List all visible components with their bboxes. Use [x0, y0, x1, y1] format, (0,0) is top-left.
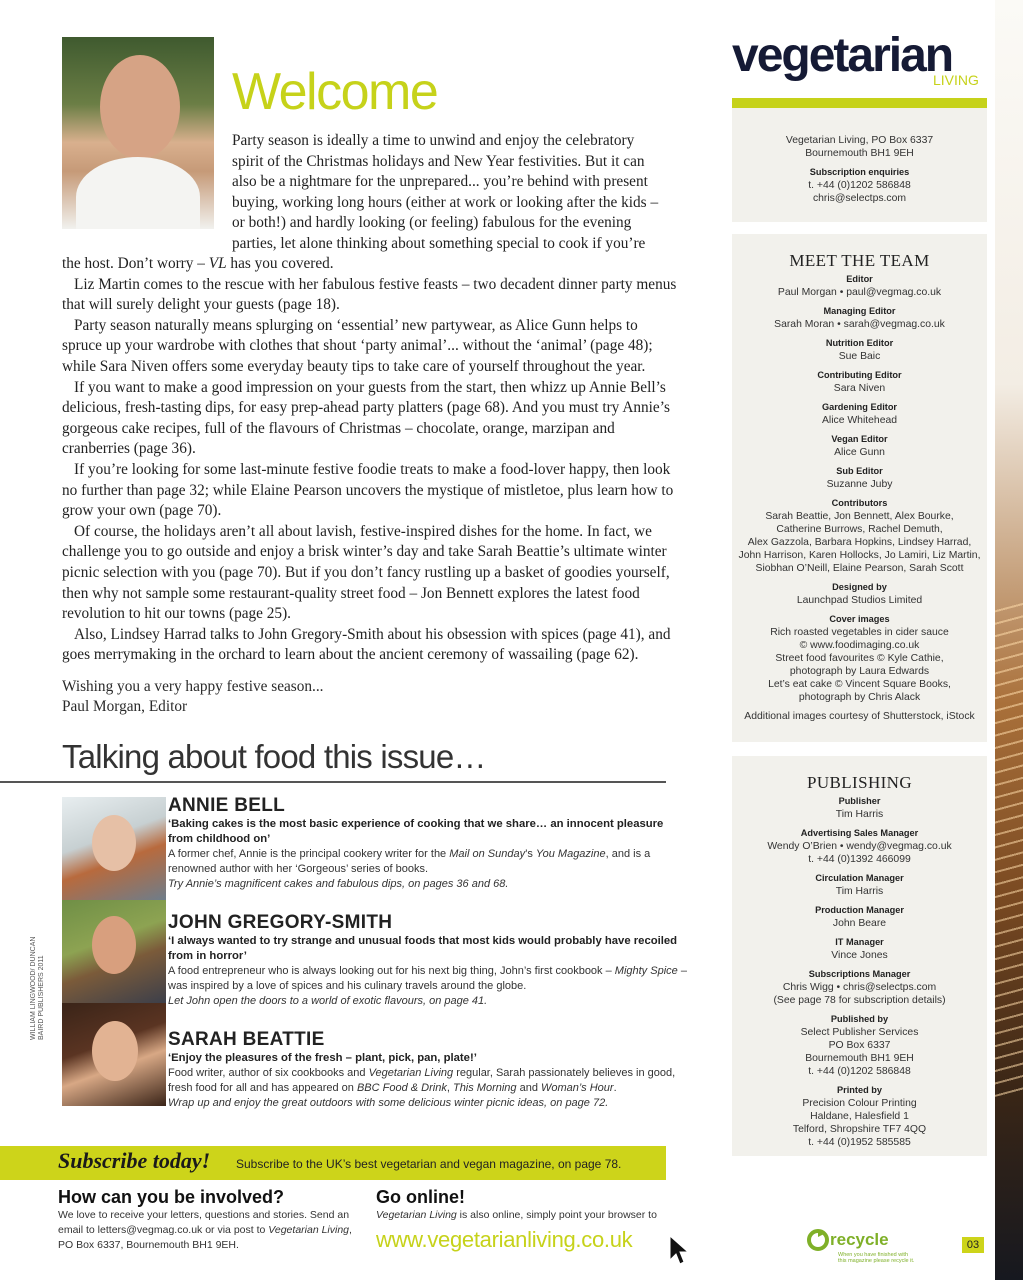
online-run: is also online, simply point your browser to	[456, 1209, 657, 1221]
role-label: Published by	[830, 1014, 889, 1024]
body-text-run: has you covered.	[226, 255, 334, 272]
body-paragraph-0	[62, 254, 678, 275]
magazine-logo: vegetarian	[732, 29, 953, 82]
recycle-logo	[806, 1228, 914, 1264]
bio-run: A former chef, Annie is the principal cookery writer for the	[168, 848, 450, 860]
bio-run: Mail on Sunday	[449, 848, 526, 860]
role-value: Precision Colour Printing	[802, 1098, 917, 1109]
contributor-bio	[168, 964, 688, 994]
john-gregory-smith-photo	[62, 900, 166, 1003]
sarah-beattie-photo	[62, 1003, 166, 1106]
role-value: Chris Wigg • chris@selectps.com	[782, 982, 937, 993]
contributor-quote: ‘Baking cakes is the most basic experience of cooking that we share… an innocent pleasure from childhood on’	[168, 818, 664, 845]
role-label: Sub Editor	[836, 466, 883, 476]
role-value: Alice Whitehead	[821, 415, 898, 426]
bio-run: – was inspired by a love of spices and his culinary travels around the globe.	[168, 965, 687, 992]
role-label: Publisher	[838, 796, 881, 806]
recycle-word: recycle	[830, 1230, 889, 1249]
contributor-plug: Let John open the doors to a world of exotic flavours, on page 41.	[168, 995, 488, 1007]
role-value: Telford, Shropshire TF7 4QQ	[792, 1124, 927, 1135]
role-value: (See page 78 for subscription details)	[773, 995, 946, 1006]
role-value: © www.foodimaging.co.uk	[799, 640, 920, 651]
body-paragraph-3: If you want to make a good impression on your guests from the start, then whizz up Annie Bell’s delicious, fresh-tasting dips, for easy prep-ahead party platters (page 68). And you must try Annie’s gorgeous cake recipes, full of the flavours of Christmas – chocolate, orange, marzipan and cranberries (page 36).	[62, 378, 670, 458]
team-panel	[732, 234, 987, 742]
role-value: John Harrison, Karen Hollocks, Jo Lamiri, Liz Martin,	[738, 550, 981, 561]
role-label: Editor	[846, 274, 873, 284]
bio-run: This Morning	[452, 1082, 517, 1094]
bio-run: You Magazine	[535, 848, 606, 860]
role-value: Siobhan O’Neill, Elaine Pearson, Sarah Scott	[755, 563, 964, 574]
contributor-bio	[168, 1066, 688, 1096]
bio-run: A food entrepreneur who is always looking out for his next big thing, John’s first cookbook –	[168, 965, 615, 977]
photo-credit: WILLIAM LINGWOOD/ DUNCAN BAIRD PUBLISHERS 2011	[30, 936, 45, 1040]
page-edge-texture	[995, 600, 1023, 1100]
role-value: Tim Harris	[835, 809, 884, 820]
page-number: 03	[962, 1237, 984, 1253]
recycle-icon	[806, 1228, 830, 1252]
bio-run: Woman’s Hour	[541, 1082, 614, 1094]
role-value: Haldane, Halesfield 1	[810, 1111, 909, 1122]
subscription-email: chris@selectps.com	[812, 193, 907, 204]
logo-underline	[732, 98, 987, 108]
role-value: Tim Harris	[835, 886, 884, 897]
contributor-sarah-beattie	[168, 1029, 688, 1111]
role-label: Advertising Sales Manager	[800, 828, 919, 838]
role-label: Contributors	[831, 498, 888, 508]
contributor-bio	[168, 847, 688, 877]
subscribe-text: Subscribe to the UK’s best vegetarian and vegan magazine, on page 78.	[236, 1157, 622, 1171]
role-value: Street food favourites © Kyle Cathie,	[775, 653, 944, 664]
website-link[interactable]: www.vegetarianliving.co.uk	[376, 1227, 633, 1252]
role-value: Alex Gazzola, Barbara Hopkins, Lindsey Harrad,	[747, 537, 972, 548]
online-text	[376, 1208, 676, 1223]
vl-abbrev: VL	[208, 255, 227, 272]
signoff-name: Paul Morgan, Editor	[62, 698, 188, 715]
team-heading: MEET THE TEAM	[789, 251, 930, 270]
role-label: Gardening Editor	[821, 402, 898, 412]
role-value: John Beare	[832, 918, 887, 929]
body-text-run: the host. Don’t worry –	[62, 255, 209, 272]
address-line-1: Vegetarian Living, PO Box 6337	[785, 135, 934, 146]
bio-run: ’s	[525, 848, 536, 860]
role-value: t. +44 (0)1392 466099	[808, 854, 911, 865]
bio-run: ,	[446, 1082, 453, 1094]
role-label: Nutrition Editor	[825, 338, 894, 348]
additional-images: Additional images courtesy of Shutterstock, iStock	[744, 711, 975, 722]
role-label: Circulation Manager	[815, 873, 904, 883]
bio-run: Vegetarian Living	[368, 1067, 454, 1079]
role-label: Printed by	[837, 1085, 882, 1095]
role-value: Catherine Burrows, Rachel Demuth,	[776, 524, 943, 535]
intro-paragraph: Party season is ideally a time to unwind and enjoy the celebratory spirit of the Christmas holidays and New Year festivities. But it can also be a nightmare for the unprepared... you’re behind with present buying, working long hours (either at work or looking after the kids – or both!) and hardly looking (or feeling) fabulous for the evening parties, let alone thinking about something special to cook if you’re	[232, 132, 659, 252]
bio-run: Food writer, author of six cookbooks and	[168, 1067, 369, 1079]
welcome-title: Welcome	[232, 63, 438, 121]
contributor-name: SARAH BEATTIE	[168, 1029, 325, 1050]
cursor-arrow-icon	[668, 1234, 692, 1266]
body-paragraph-2: Party season naturally means splurging on ‘essential’ new partywear, as Alice Gunn helps to spruce up your wardrobe with clothes that shout ‘party animal’... without the ‘animal’ (page 48); while Sara Niven offers some everyday beauty tips to take care of yourself throughout the year.	[62, 316, 653, 375]
body-paragraph-4: If you’re looking for some last-minute festive foodie treats to make a food-lover happy, then look no further than page 32; while Elaine Pearson uncovers the mystique of mistletoe, plus learn how to grow your own (page 70).	[62, 460, 674, 520]
signoff-wish: Wishing you a very happy festive season...	[62, 678, 324, 695]
role-value: Sara Niven	[833, 383, 886, 394]
role-value: Select Publisher Services	[800, 1027, 919, 1038]
role-value: Sarah Moran • sarah@vegmag.co.uk	[774, 319, 945, 330]
role-label: IT Manager	[835, 937, 884, 947]
publishing-panel	[732, 756, 987, 1156]
body-paragraph-5: Of course, the holidays aren’t all about lavish, festive-inspired dishes for the home. In fact, we challenge you to go outside and enjoy a brisk winter’s day and take Sarah Beattie’s ultimate winter picnic selection with you (page 70). But if you don’t fancy rustling up a basket of goodies yourself, then why not sample some restaurant-quality street food – Jon Bennett explores the latest food revolution to hit our towns (page 25).	[62, 522, 670, 623]
role-value: photograph by Chris Alack	[798, 692, 921, 703]
role-label: Production Manager	[815, 905, 904, 915]
recycle-note-2: this magazine please recycle it.	[838, 1258, 915, 1264]
role-value: Bournemouth BH1 9EH	[805, 1053, 914, 1064]
role-value: Rich roasted vegetables in cider sauce	[770, 627, 949, 638]
role-value: PO Box 6337	[828, 1040, 891, 1051]
masthead-address-panel	[732, 108, 987, 222]
signoff	[62, 677, 662, 717]
contributor-john-gregory-smith	[168, 912, 688, 1009]
involved-run: We love to receive your letters, questions and stories. Send an email to letters@vegmag.co.uk or via post to	[58, 1209, 350, 1236]
annie-bell-photo	[62, 797, 166, 900]
contributor-name: JOHN GREGORY-SMITH	[168, 912, 393, 933]
contributor-plug: Wrap up and enjoy the great outdoors with some delicious winter picnic ideas, on page 72.	[168, 1097, 609, 1109]
contributor-annie-bell	[168, 795, 688, 892]
body-paragraph-1: Liz Martin comes to the rescue with her fabulous festive feasts – two decadent dinner party menus that will surely delight your guests (page 18).	[62, 275, 677, 314]
subscription-phone: t. +44 (0)1202 586848	[808, 180, 911, 191]
role-label: Designed by	[832, 582, 887, 592]
welcome-body	[62, 254, 678, 666]
publishing-heading: PUBLISHING	[806, 773, 913, 792]
contributor-quote: ‘I always wanted to try strange and unusual foods that most kids would probably have recoiled from in horror’	[168, 935, 678, 962]
body-paragraph-6: Also, Lindsey Harrad talks to John Gregory-Smith about his obsession with spices (page 41), and goes merrymaking in the orchard to learn about the ancient ceremony of wassailing (page 62).	[62, 625, 671, 664]
role-value: Paul Morgan • paul@vegmag.co.uk	[777, 287, 942, 298]
online-run: Vegetarian Living	[376, 1209, 457, 1221]
magazine-logo-sub: LIVING	[933, 72, 979, 88]
role-label: Contributing Editor	[817, 370, 902, 380]
role-value: Launchpad Studios Limited	[796, 595, 923, 606]
talking-divider	[0, 781, 666, 783]
bio-run: BBC Food & Drink	[356, 1082, 447, 1094]
role-label: Cover images	[829, 614, 890, 624]
role-value: t. +44 (0)1202 586848	[808, 1066, 911, 1077]
involved-run: , PO Box 6337, Bournemouth BH1 9EH.	[58, 1224, 352, 1251]
role-value: Suzanne Juby	[826, 479, 893, 490]
role-label: Subscriptions Manager	[808, 969, 911, 979]
bio-run: Mighty Spice	[614, 965, 678, 977]
bio-run: .	[613, 1082, 617, 1094]
role-value: Wendy O’Brien • wendy@vegmag.co.uk	[767, 841, 952, 852]
role-value: t. +44 (0)1952 585585	[808, 1137, 911, 1148]
involved-heading: How can you be involved?	[58, 1187, 285, 1207]
role-value: Let’s eat cake © Vincent Square Books,	[768, 679, 951, 690]
talking-title: Talking about food this issue…	[62, 738, 486, 775]
recycle-note-1: When you have finished with	[838, 1252, 909, 1258]
contributor-name: ANNIE BELL	[168, 795, 285, 816]
role-label: Managing Editor	[823, 306, 896, 316]
role-value: Alice Gunn	[834, 447, 885, 458]
contributor-quote: ‘Enjoy the pleasures of the fresh – plant, pick, pan, plate!’	[168, 1052, 477, 1064]
involved-run: Vegetarian Living	[268, 1224, 350, 1236]
address-line-2: Bournemouth BH1 9EH	[805, 148, 914, 159]
subscription-label: Subscription enquiries	[809, 167, 910, 177]
team-roles	[732, 273, 987, 704]
role-value: photograph by Laura Edwards	[789, 666, 930, 677]
bio-run: and	[516, 1082, 542, 1094]
role-label: Vegan Editor	[831, 434, 888, 444]
bio-run: regular, Sarah passionately believes in good, fresh food for all and has appeared on	[168, 1067, 676, 1094]
role-value: Sarah Beattie, Jon Bennett, Alex Bourke,	[765, 511, 954, 522]
publishing-roles	[732, 795, 987, 1149]
bio-run: , and is a renowned author with her ‘Gorgeous’ series of books.	[168, 848, 651, 875]
welcome-intro	[232, 131, 664, 255]
role-value: Vince Jones	[831, 950, 888, 961]
subscribe-heading[interactable]: Subscribe today!	[58, 1148, 211, 1173]
involved-text	[58, 1208, 358, 1253]
online-heading: Go online!	[376, 1187, 465, 1207]
role-value: Sue Baic	[838, 351, 881, 362]
contributor-plug: Try Annie’s magnificent cakes and fabulous dips, on pages 36 and 68.	[168, 878, 509, 890]
editor-photo	[62, 37, 214, 229]
